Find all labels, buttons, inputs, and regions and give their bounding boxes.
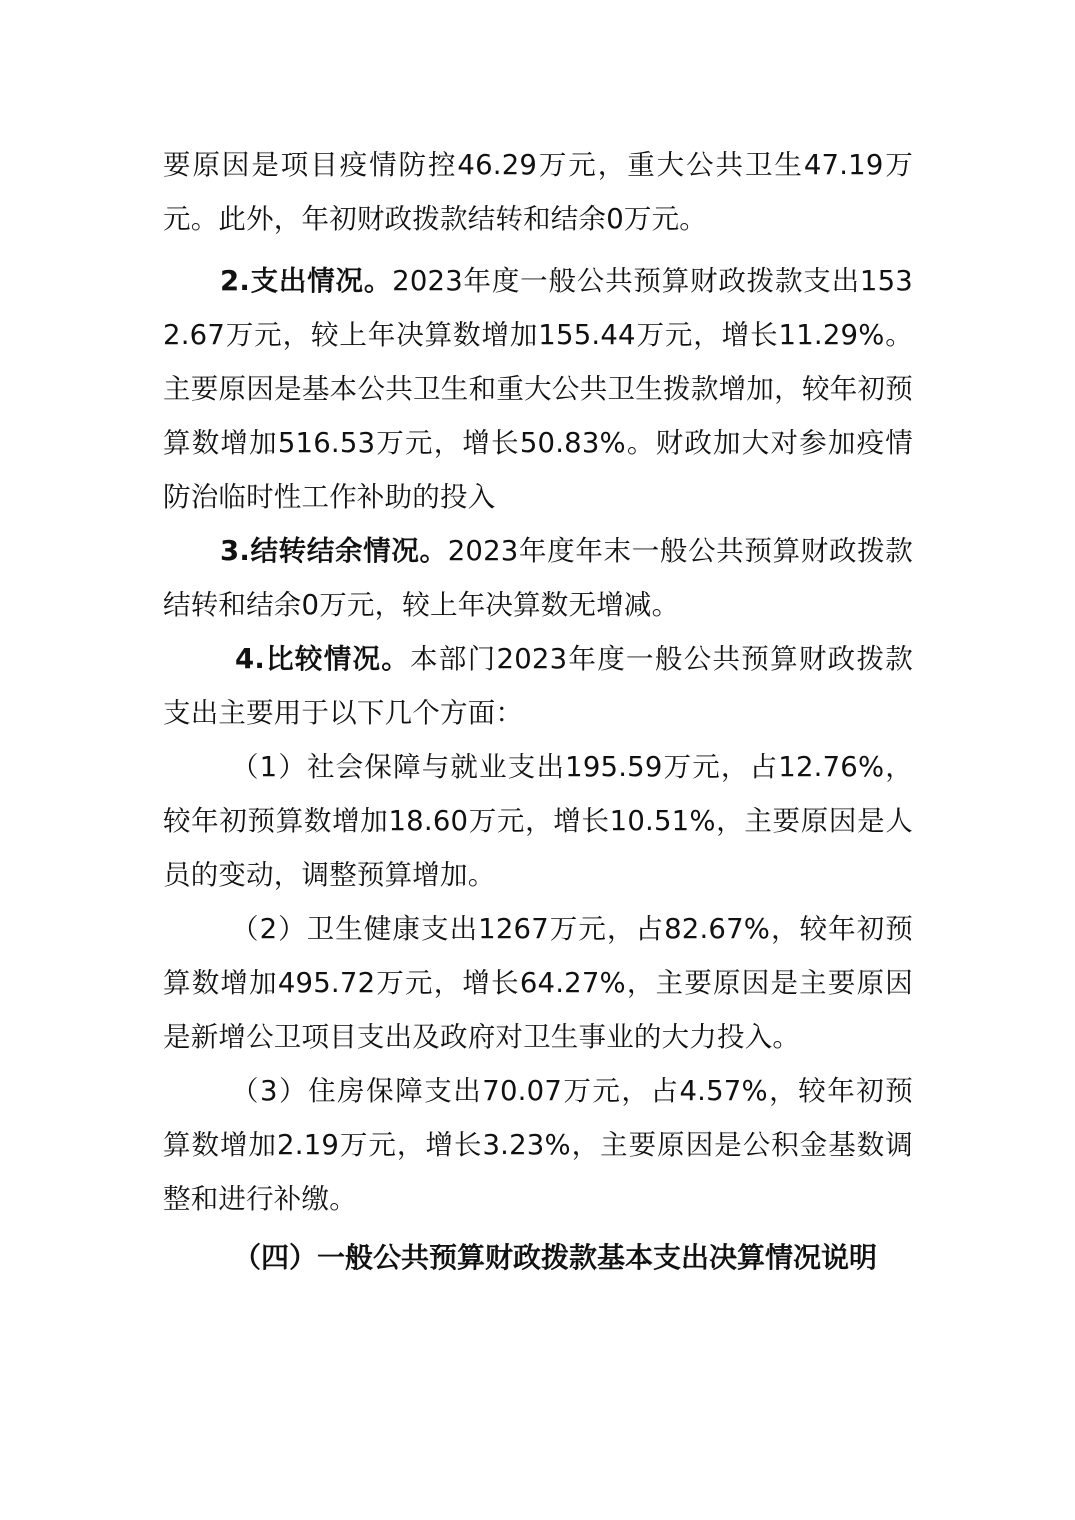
section-heading-basic-expenditure: （四）一般公共预算财政拨款基本支出决算情况说明 [233, 1241, 878, 1274]
carryover-lead: 3.结转结余情况。 [220, 535, 448, 567]
body-text [163, 138, 913, 1286]
intro-paragraph: 要原因是项目疫情防控46.29万元，重大公共卫生47.19万元。此外，年初财政拨款结转和结余0万元。 [163, 149, 913, 235]
list-item-housing: （3）住房保障支出70.07万元，占4.57%，较年初预算数增加2.19万元，增长3.23%，主要原因是公积金基数调整和进行补缴。 [163, 1075, 913, 1215]
comparison-paragraph [163, 632, 913, 740]
carryover-body: 2023年度年末一般公共预算财政拨款结转和结余0万元，较上年决算数无增减。 [163, 535, 913, 621]
carryover-paragraph [163, 524, 913, 632]
expenditure-lead: 2.支出情况。 [220, 265, 393, 297]
list-item-social-security: （1）社会保障与就业支出195.59万元，占12.76%，较年初预算数增加18.60万元，增长10.51%，主要原因是人员的变动，调整预算增加。 [163, 751, 913, 891]
comparison-body: 本部门2023年度一般公共预算财政拨款支出主要用于以下几个方面： [163, 643, 913, 729]
comparison-lead: 4.比较情况。 [235, 643, 411, 675]
expenditure-paragraph [163, 254, 913, 524]
list-item-health: （2）卫生健康支出1267万元，占82.67%，较年初预算数增加495.72万元，增长64.27%，主要原因是主要原因是新增公卫项目支出及政府对卫生事业的大力投入。 [163, 913, 913, 1053]
expenditure-body: 2023年度一般公共预算财政拨款支出1532.67万元，较上年决算数增加155.44万元，增长11.29%。主要原因是基本公共卫生和重大公共卫生拨款增加，较年初预算数增加516.53万元，增长50.83%。财政加大对参加疫情防治临时性工作补助的投入 [163, 265, 913, 513]
